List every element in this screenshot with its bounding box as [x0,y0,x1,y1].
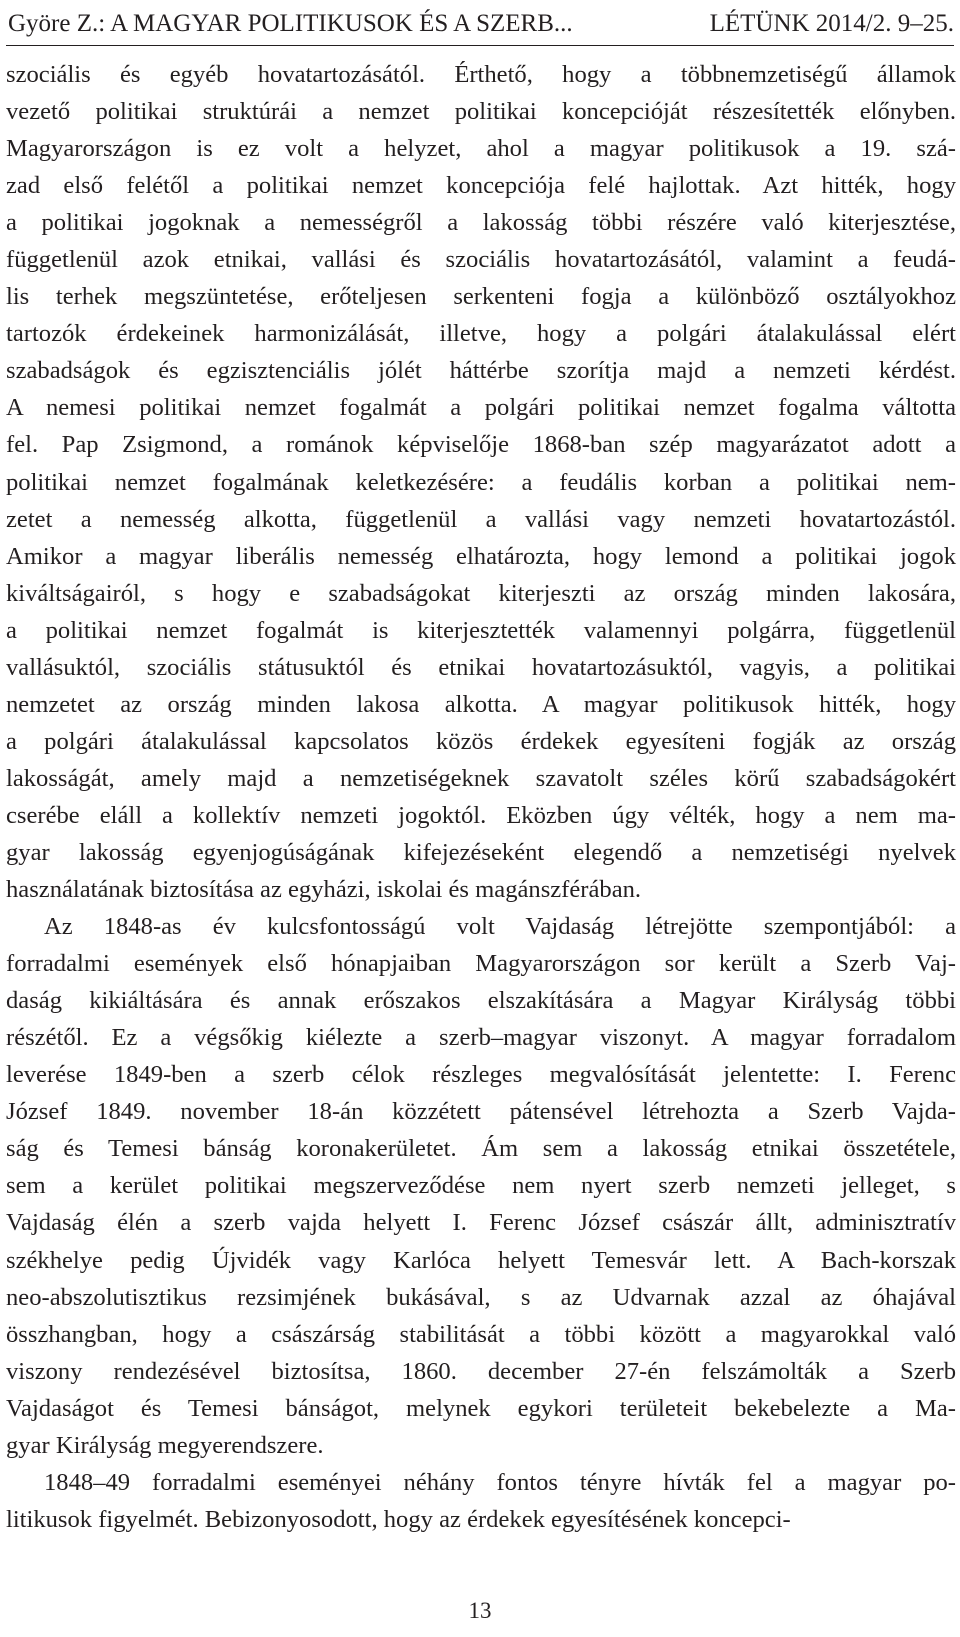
text-line: összhangban, hogy a császárság stabilitását a többi között a magyarokkal való [6,1320,956,1348]
text-line: Vajdaság élén a szerb vajda helyett I. Ferenc József császár állt, adminisztratív [6,1209,956,1237]
text-line: a politikai nemzet fogalmát is kiterjesztették valamennyi polgárra, függetlenül [6,616,956,644]
text-line: politikai nemzet fogalmának keletkezésére: a feudális korban a politikai nem- [6,468,956,496]
text-line: gyar Királyság megyerendszere. [6,1431,324,1459]
text-line: kiváltságairól, s hogy e szabadságokat kiterjeszti az ország minden lakosára, [6,579,956,607]
text-line: részétől. Ez a végsőkig kiélezte a szerb–magyar viszonyt. A magyar forradalom [6,1024,956,1052]
text-line: Az 1848-as év kulcsfontosságú volt Vajdaság létrejötte szempontjából: a [44,913,956,941]
text-line: 1848–49 forradalmi eseményei néhány fontos tényre hívták fel a magyar po- [44,1468,956,1496]
text-line: zetet a nemesség alkotta, függetlenül a vallási vagy nemzeti hovatartozástól. [6,505,956,533]
text-line: sem a kerület politikai megszerveződése nem nyert szerb nemzeti jelleget, s [6,1172,956,1200]
text-line: zad első felétől a politikai nemzet koncepciója felé hajlottak. Azt hitték, hogy [6,172,956,200]
text-line: cserébe eláll a kollektív nemzeti jogoktól. Eközben úgy vélték, hogy a nem ma- [6,801,956,829]
text-line: függetlenül azok etnikai, vallási és szociális hovatartozásától, valamint a feudá- [6,246,956,274]
text-line: lakosságát, amely majd a nemzetiségeknek szavatolt széles körű szabadságokért [6,764,956,792]
text-line: székhelye pedig Újvidék vagy Karlóca helyett Temesvár lett. A Bach-korszak [6,1246,956,1274]
text-line: viszony rendezésével biztosítsa, 1860. december 27-én felszámolták a Szerb [6,1357,956,1385]
text-line: daság kikiáltására és annak erőszakos elszakítására a Magyar Királyság többi [6,987,956,1015]
text-line: ság és Temesi bánság koronakerületet. Ám sem a lakosság etnikai összetétele, [6,1135,956,1163]
text-line: leverése 1849-ben a szerb célok részleges megvalósítását jelentette: I. Ferenc [6,1061,956,1089]
text-line: használatának biztosítása az egyházi, iskolai és magánszférában. [6,876,642,904]
text-line: Vajdaságot és Temesi bánságot, melynek egykori területeit bekebelezte a Ma- [6,1394,956,1422]
text-line: Amikor a magyar liberális nemesség elhatározta, hogy lemond a politikai jogok [6,542,956,570]
text-line: József 1849. november 18-án közzétett pátensével létrehozta a Szerb Vajda- [6,1098,956,1126]
text-line: fel. Pap Zsigmond, a románok képviselője 1868-ban szép magyarázatot adott a [6,431,956,459]
text-line: a politikai jogoknak a nemességről a lakosság többi részére való kiterjesztése, [6,209,956,237]
text-line: nemzetet az ország minden lakosa alkotta. A magyar politikusok hitték, hogy [6,690,956,718]
text-line: lis terhek megszüntetése, erőteljesen serkenteni fogja a különböző osztályokhoz [6,283,956,311]
text-line: a polgári átalakulással kapcsolatos közös érdekek egyesíteni fogják az ország [6,727,956,755]
header-journal-citation: LÉTÜNK 2014/2. 9–25. [709,10,954,37]
text-line: vallásuktól, szociális státusuktól és etnikai hovatartozásuktól, vagyis, a politikai [6,653,956,681]
header-divider [6,45,954,46]
text-line: forradalmi események első hónapjaiban Magyarországon sor került a Szerb Vaj- [6,950,956,978]
running-header [8,4,954,44]
text-line: litikusok figyelmét. Bebizonyosodott, hogy az érdekek egyesítésének koncepci- [6,1505,791,1533]
header-article-title: Györe Z.: A MAGYAR POLITIKUSOK ÉS A SZERB... [8,10,573,37]
page-number: 13 [468,1598,492,1623]
text-line: gyar lakosság egyenjogúságának kifejezéseként elegendő a nemzetiségi nyelvek [6,838,956,866]
text-line: szabadságok és egzisztenciális jólét háttérbe szorítja majd a nemzeti kérdést. [6,357,956,385]
text-line: tartozók érdekeinek harmonizálását, illetve, hogy a polgári átalakulással elért [6,320,956,348]
body-text [6,56,956,1538]
text-line: A nemesi politikai nemzet fogalmát a polgári politikai nemzet fogalma váltotta [6,394,956,422]
text-line: neo-abszolutisztikus rezsimjének bukásával, s az Udvarnak azzal az óhajával [6,1283,956,1311]
text-line: szociális és egyéb hovatartozásától. Érthető, hogy a többnemzetiségű államok [6,61,956,88]
text-line: Magyarországon is ez volt a helyzet, ahol a magyar politikusok a 19. szá- [6,135,956,163]
text-line: vezető politikai struktúrái a nemzet politikai koncepcióját részesítették előnyben. [6,98,956,126]
